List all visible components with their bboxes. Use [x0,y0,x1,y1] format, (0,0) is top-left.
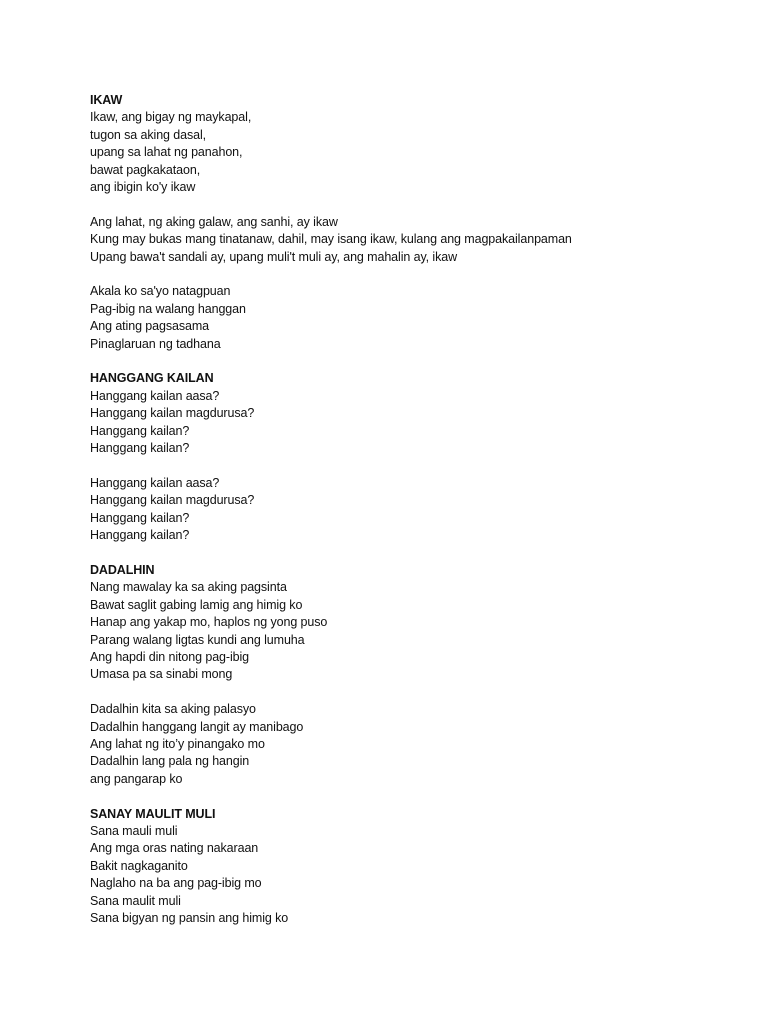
stanza [90,283,730,353]
lyric-line: Hanggang kailan aasa? [90,475,220,490]
stanza [90,579,730,683]
lyric-line: Ang lahat, ng aking galaw, ang sanhi, ay ikaw [90,214,338,229]
lyric-line: Dadalhin hanggang langit ay manibago [90,719,304,734]
lyric-line: Parang walang ligtas kundi ang lumuha [90,632,305,647]
lyric-line: Ang ating pagsasama [90,319,210,334]
song-title: HANGGANG KAILAN [90,371,214,386]
lyric-line: Ang hapdi din nitong pag-ibig [90,649,250,664]
lyric-line: ang ibigin ko'y ikaw [90,180,196,195]
lyric-line: Bawat saglit gabing lamig ang himig ko [90,597,303,612]
lyric-line: Bakit nagkaganito [90,858,188,873]
lyric-line: Hanggang kailan? [90,441,190,456]
song-title: DADALHIN [90,562,155,577]
lyric-line: Umasa pa sa sinabi mong [90,667,233,682]
song-title: SANAY MAULIT MULI [90,806,216,821]
song-sanay-maulit-muli [90,806,730,928]
lyrics-document [90,92,730,945]
lyric-line: Akala ko sa'yo natagpuan [90,284,231,299]
lyric-line: Hanggang kailan? [90,423,190,438]
song-hanggang-kailan [90,370,730,544]
stanza [90,388,730,458]
stanza [90,823,730,927]
lyric-line: Hanggang kailan magdurusa? [90,406,255,421]
lyric-line: Ang mga oras nating nakaraan [90,841,259,856]
song-ikaw [90,92,730,353]
lyric-line: Nang mawalay ka sa aking pagsinta [90,580,287,595]
lyric-line: Hanggang kailan? [90,528,190,543]
lyric-line: Ang lahat ng ito’y pinangako mo [90,736,265,751]
lyric-line: Sana mauli muli [90,823,178,838]
lyric-line: Hanggang kailan? [90,510,190,525]
lyric-line: Naglaho na ba ang pag-ibig mo [90,876,262,891]
lyric-line: Hanap ang yakap mo, haplos ng yong puso [90,615,328,630]
lyric-line: ang pangarap ko [90,771,183,786]
lyric-line: Sana maulit muli [90,893,181,908]
lyric-line: Ikaw, ang bigay ng maykapal, [90,110,252,125]
lyric-line: bawat pagkakataon, [90,162,201,177]
lyric-line: Hanggang kailan aasa? [90,388,220,403]
lyric-line: Dadalhin lang pala ng hangin [90,754,250,769]
lyric-line: Pinaglaruan ng tadhana [90,336,221,351]
lyric-line: Kung may bukas mang tinatanaw, dahil, may isang ikaw, kulang ang magpakailanpaman [90,232,572,247]
lyric-line: Hanggang kailan magdurusa? [90,493,255,508]
stanza [90,214,730,266]
lyric-line: upang sa lahat ng panahon, [90,145,243,160]
stanza [90,475,730,545]
lyric-line: Dadalhin kita sa aking palasyo [90,702,256,717]
lyric-line: Pag-ibig na walang hanggan [90,301,246,316]
stanza [90,701,730,788]
song-title: IKAW [90,93,123,107]
stanza [90,109,730,196]
lyric-line: Upang bawa't sandali ay, upang muli't muli ay, ang mahalin ay, ikaw [90,249,458,264]
lyric-line: Sana bigyan ng pansin ang himig ko [90,910,289,925]
lyric-line: tugon sa aking dasal, [90,127,207,142]
song-dadalhin [90,562,730,788]
